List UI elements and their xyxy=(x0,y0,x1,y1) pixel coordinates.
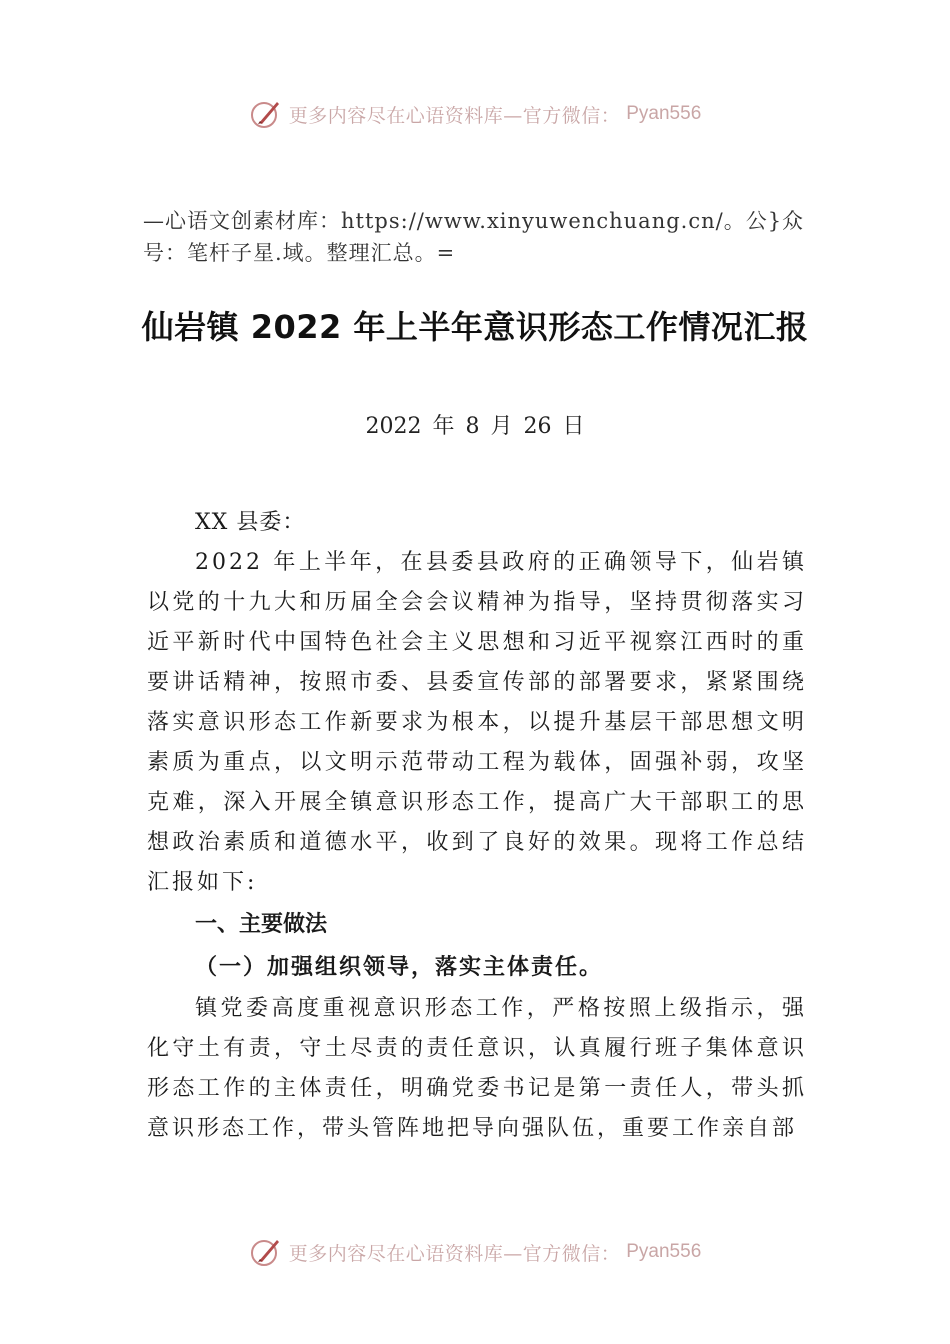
watermark-text: 更多内容尽在心语资料库—官方微信： xyxy=(288,1242,621,1265)
document-date: 2022 年 8 月 26 日 xyxy=(365,414,585,439)
source-note: —心语文创素材库：https://www.xinyuwenchuang.cn/。公}众号：笔杆子星.域。整理汇总。= xyxy=(143,209,805,265)
watermark-wechat-id: Pyan556 xyxy=(626,103,702,124)
subsection-heading: （一）加强组织领导，落实主体责任。 xyxy=(195,954,604,980)
watermark-text: 更多内容尽在心语资料库—官方微信： xyxy=(288,104,621,127)
document-title: 仙岩镇 2022 年上半年意识形态工作情况汇报 xyxy=(141,308,809,346)
quill-logo-icon xyxy=(249,97,283,131)
body-paragraph: 2022 年上半年，在县委县政府的正确领导下，仙岩镇以党的十九大和历届全会会议精神为指导，坚持贯彻落实习近平新时代中国特色社会主义思想和习近平视察江西时的重要讲话精神，按照市委、县委宣传部的部署要求，紧紧围绕落实意识形态工作新要求为根本，以提升基层干部思想文明素质为重点，以文明示范带动工程为载体，固强补弱，攻坚克难，深入开展全镇意识形态工作，提高广大干部职工的思想政治素质和道德水平，收到了良好的效果。现将工作总结汇报如下: xyxy=(147,550,807,895)
body-paragraph: 镇党委高度重视意识形态工作，严格按照上级指示，强化守土有责，守土尽责的责任意识，认真履行班子集体意识形态工作的主体责任，明确党委书记是第一责任人，带头抓意识形态工作，带头管阵地把导向强队伍，重要工作亲自部 xyxy=(147,996,807,1141)
section-heading: 一、主要做法 xyxy=(195,912,328,937)
watermark-footer xyxy=(0,1232,950,1272)
quill-logo-icon xyxy=(249,1235,283,1269)
salutation: XX 县委： xyxy=(195,510,306,535)
watermark-header xyxy=(0,94,950,134)
document-body xyxy=(147,503,807,1149)
watermark-wechat-id: Pyan556 xyxy=(626,1241,702,1262)
